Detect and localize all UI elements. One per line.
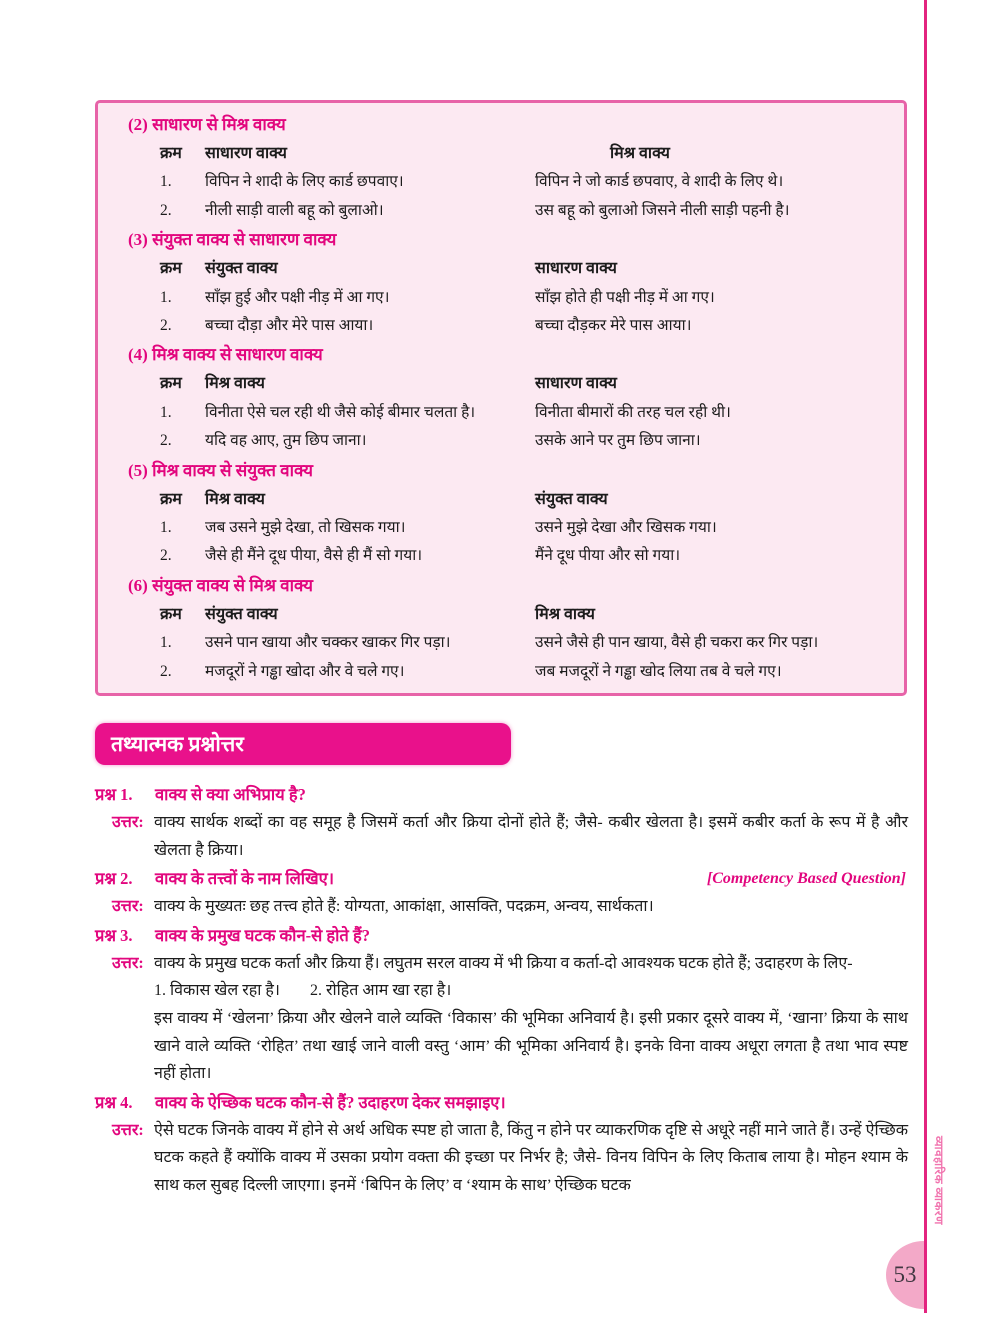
- conversion-section-3: [128, 225, 896, 340]
- table-row: [128, 514, 896, 542]
- section-title: (4) मिश्र वाक्य से साधारण वाक्य: [128, 345, 323, 365]
- question-text: वाक्य के प्रमुख घटक कौन-से होते हैं?: [155, 925, 370, 945]
- column-header-source: मिश्र वाक्य: [205, 375, 265, 393]
- column-header-serial: क्रम: [160, 260, 182, 278]
- section-title: (6) संयुक्त वाक्य से मिश्र वाक्य: [128, 575, 313, 595]
- table-header-row: [128, 140, 896, 168]
- column-header-serial: क्रम: [160, 375, 182, 393]
- answer-row: [95, 1117, 908, 1200]
- answer-text: इस वाक्य में ‘खेलना’ क्रिया और खेलने वाले व्यक्ति ‘विकास’ की भूमिका अनिवार्य है। इसी प्रकार दूसरे वाक्य में, ‘खाना’ क्रिया के साथ खाने वाले व्यक्ति ‘रोहित’ तथा खाई जाने वाली वस्तु ‘आम’ की भूमिका अनिवार्य है। इनके विना वाक्य अधूरा लगता है तथा भाव स्पष्ट नहीं होता।: [154, 1009, 908, 1083]
- conversion-section-2: [128, 110, 896, 225]
- answer-text: वाक्य के मुख्यतः छह तत्त्व होते हैं: योग्यता, आकांक्षा, आसक्ति, पदक्रम, अन्वय, सार्थकता।: [154, 898, 654, 916]
- question-row: [95, 780, 908, 809]
- column-header-source: साधारण वाक्य: [205, 145, 287, 162]
- section-title: (5) मिश्र वाक्य से संयुक्त वाक्य: [128, 460, 313, 480]
- table-header-row: [128, 370, 896, 398]
- section-title: (3) संयुक्त वाक्य से साधारण वाक्य: [128, 230, 337, 250]
- question-row: [95, 1088, 908, 1117]
- source-sentence: जब उसने मुझे देखा, तो खिसक गया।: [205, 519, 406, 537]
- target-sentence: विपिन ने जो कार्ड छपवाए, वे शादी के लिए थे।: [535, 173, 784, 191]
- qa-item-4: [95, 1088, 908, 1200]
- column-header-serial: क्रम: [160, 145, 182, 162]
- answer-row: [95, 950, 908, 1088]
- row-serial: 2.: [160, 662, 172, 680]
- right-margin-rule: [924, 0, 927, 1313]
- page-number-badge: [886, 1241, 924, 1309]
- target-sentence: साँझ होते ही पक्षी नीड़ में आ गए।: [535, 288, 715, 306]
- source-sentence: उसने पान खाया और चक्कर खाकर गिर पड़ा।: [205, 634, 451, 652]
- example-item: 2. रोहित आम खा रहा है।: [309, 982, 452, 1000]
- target-sentence: उसके आने पर तुम छिप जाना।: [535, 432, 701, 450]
- answer-label: उत्तर:: [112, 954, 144, 972]
- table-row: [128, 284, 896, 312]
- qa-list: [95, 780, 908, 1200]
- target-sentence: बच्चा दौड़कर मेरे पास आया।: [535, 317, 692, 335]
- table-row: [128, 312, 896, 340]
- page-number: 53: [893, 1262, 917, 1287]
- row-serial: 1.: [160, 634, 172, 652]
- question-text: वाक्य से क्या अभिप्राय है?: [155, 785, 306, 804]
- target-sentence: मैंने दूध पीया और सो गया।: [535, 547, 681, 565]
- question-row: [95, 864, 908, 893]
- row-serial: 2.: [160, 317, 172, 335]
- column-header-target: मिश्र वाक्य: [610, 145, 670, 162]
- chapter-side-label: व्यावहारिक व्याकरण: [932, 1136, 944, 1225]
- example-line: [154, 977, 908, 1005]
- column-header-target: संयुक्त वाक्य: [535, 490, 608, 508]
- answer-row: [95, 809, 908, 864]
- row-serial: 1.: [160, 403, 172, 421]
- source-sentence: मजदूरों ने गड्ढा खोदा और वे चले गए।: [205, 662, 405, 680]
- question-label: प्रश्न 2.: [95, 869, 133, 889]
- target-sentence: उसने जैसे ही पान खाया, वैसे ही चकरा कर गिर पड़ा।: [535, 634, 819, 652]
- source-sentence: साँझ हुई और पक्षी नीड़ में आ गए।: [205, 288, 390, 306]
- answer-block: [154, 950, 908, 1088]
- answer-label: उत्तर:: [112, 814, 144, 831]
- sentence-conversion-box: [95, 100, 907, 696]
- column-header-target: मिश्र वाक्य: [535, 605, 595, 623]
- column-header-source: संयुक्त वाक्य: [205, 605, 278, 623]
- table-row: [128, 168, 896, 196]
- qa-item-3: [95, 921, 908, 1088]
- source-sentence: यदि वह आए, तुम छिप जाना।: [205, 432, 367, 450]
- qa-item-2: [95, 864, 908, 921]
- source-sentence: जैसे ही मैंने दूध पीया, वैसे ही मैं सो गया।: [205, 547, 423, 565]
- target-sentence: जब मजदूरों ने गड्ढा खोद लिया तब वे चले गए।: [535, 662, 782, 680]
- column-header-target: साधारण वाक्य: [535, 260, 617, 278]
- example-item: 1. विकास खेल रहा है।: [154, 982, 280, 1000]
- answer-text: वाक्य के प्रमुख घटक कर्ता और क्रिया हैं। लघुतम सरल वाक्य में भी क्रिया व कर्ता-दो आवश्यक घटक होते हैं; उदाहरण के लिए-: [154, 954, 853, 972]
- column-header-serial: क्रम: [160, 490, 182, 508]
- section-banner: [95, 723, 511, 765]
- target-sentence: उसने मुझे देखा और खिसक गया।: [535, 519, 717, 537]
- table-row: [128, 427, 896, 455]
- question-label: प्रश्न 1.: [95, 785, 133, 804]
- table-header-row: [128, 601, 896, 629]
- target-sentence: विनीता बीमारों की तरह चल रही थी।: [535, 403, 731, 421]
- row-serial: 1.: [160, 288, 172, 306]
- column-header-serial: क्रम: [160, 605, 182, 623]
- table-row: [128, 197, 896, 225]
- banner-title: तथ्यात्मक प्रश्नोत्तर: [111, 732, 244, 756]
- source-sentence: बच्चा दौड़ा और मेरे पास आया।: [205, 317, 374, 335]
- column-header-target: साधारण वाक्य: [535, 375, 617, 393]
- answer-text: वाक्य सार्थक शब्दों का वह समूह है जिसमें कर्ता और क्रिया दोनों होते हैं; जैसे- कबीर खेलता है। इसमें कबीर कर्ता के रूप में है और खेलता है क्रिया।: [154, 814, 908, 859]
- table-row: [128, 629, 896, 657]
- row-serial: 1.: [160, 519, 172, 537]
- question-text: वाक्य के ऐच्छिक घटक कौन-से हैं? उदाहरण देकर समझाइए।: [155, 1092, 506, 1112]
- section-title: (2) साधारण से मिश्र वाक्य: [128, 115, 286, 134]
- competency-tag: [Competency Based Question]: [706, 870, 906, 888]
- row-serial: 2.: [160, 432, 172, 450]
- column-header-source: मिश्र वाक्य: [205, 490, 265, 508]
- answer-row: [95, 893, 908, 921]
- source-sentence: नीली साड़ी वाली बहू को बुलाओ।: [205, 201, 384, 219]
- question-label: प्रश्न 3.: [95, 925, 133, 945]
- answer-label: उत्तर:: [112, 898, 144, 916]
- question-row: [95, 921, 908, 950]
- column-header-source: संयुक्त वाक्य: [205, 260, 278, 278]
- question-label: प्रश्न 4.: [95, 1092, 133, 1112]
- target-sentence: उस बहू को बुलाओ जिसने नीली साड़ी पहनी है।: [535, 201, 790, 219]
- answer-text: ऐसे घटक जिनके वाक्य में होने से अर्थ अधिक स्पष्ट हो जाता है, किंतु न होने पर व्याकरणिक दृष्टि से अधूरे नहीं माने जाते हैं। उन्हें ऐच्छिक घटक कहते हैं क्योंकि वाक्य में उसका प्रयोग वक्ता की इच्छा पर निर्भर है; जैसे- विनय विपिन के लिए किताब लाया है। मोहन श्याम के साथ कल सुबह दिल्ली जाएगा। इनमें ‘बिपिन के लिए’ व ‘श्याम के साथ’ ऐच्छिक घटक: [154, 1121, 908, 1194]
- table-row: [128, 658, 896, 686]
- row-serial: 1.: [160, 173, 172, 191]
- source-sentence: विनीता ऐसे चल रही थी जैसे कोई बीमार चलता है।: [205, 403, 476, 421]
- conversion-section-6: [128, 571, 896, 686]
- table-header-row: [128, 255, 896, 283]
- row-serial: 2.: [160, 547, 172, 565]
- source-sentence: विपिन ने शादी के लिए कार्ड छपवाए।: [205, 173, 404, 191]
- table-row: [128, 542, 896, 570]
- conversion-section-4: [128, 340, 896, 455]
- row-serial: 2.: [160, 201, 172, 219]
- qa-item-1: [95, 780, 908, 864]
- answer-label: उत्तर:: [112, 1121, 144, 1139]
- conversion-section-5: [128, 456, 896, 571]
- table-header-row: [128, 486, 896, 514]
- table-row: [128, 399, 896, 427]
- question-text: वाक्य के तत्त्वों के नाम लिखिए।: [155, 869, 334, 889]
